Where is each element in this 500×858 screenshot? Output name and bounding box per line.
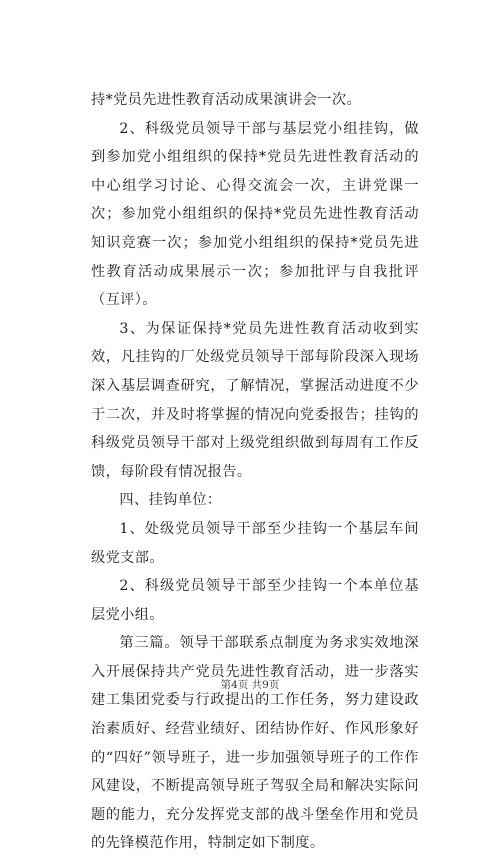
paragraph-7: 第三篇。领导干部联系点制度为务求实效地深入开展保持共产党员先进性教育活动，进一步落实建工集团党委与行政提出的工作任务，努力建设政治素质好、经营业绩好、团结协作好、作风形象好的“四好”领导班子，进一步加强领导班子的工作作风建设，不断提高领导班子驾驭全局和解决实际问题的能力，充分发挥党支部的战斗堡垒作用和党员的先锋模范作用，特制定如下制度。: [91, 635, 419, 852]
paragraph-6: 2、科级党员领导干部至少挂钩一个本单位基层党小组。: [91, 578, 419, 623]
page-number-footer: 第4页 共9页: [220, 679, 280, 691]
paragraph-5: 1、处级党员领导干部至少挂钩一个基层车间级党支部。: [91, 520, 419, 566]
document-body: [91, 86, 419, 858]
section-heading-4: 四、挂钩单位：: [119, 492, 222, 509]
paragraph-3: 3、为保证保持*党员先进性教育活动收到实效，凡挂钩的厂处级党员领导干部每阶段深入现场深入基层调查研究，了解情况，掌握活动进度不少于二次，并及时将掌握的情况向党委报告；挂钩的科级党员领导干部对上级党组织做到每周有工作反馈，每阶段有情况报告。: [91, 320, 419, 480]
paragraph-1: 持*党员先进性教育活动成果演讲会一次。: [91, 92, 362, 108]
paragraph-2: 2、科级党员领导干部与基层党小组挂钩，做到参加党小组组织的保持*党员先进性教育活动的中心组学习讨论、心得交流会一次，主讲党课一次；参加党小组组织的保持*党员先进性教育活动知识竞赛一次；参加党小组组织的保持*党员先进性教育活动成果展示一次；参加批评与自我批评（互评）。: [91, 120, 419, 309]
